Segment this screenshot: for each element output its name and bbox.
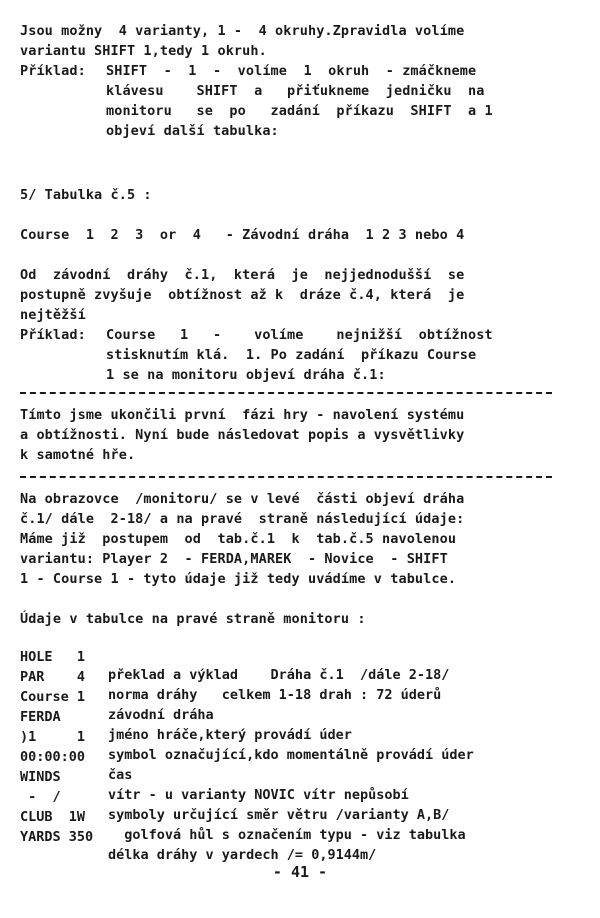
course-desc-line-2: postupně zvyšuje obtížnost až k dráze č.4, která je [20, 287, 465, 303]
example1-label: Příklad: [20, 63, 86, 79]
table-key: 00:00:00 [20, 749, 86, 765]
monitor-line-1: Na obrazovce /monitoru/ se v levé části objeví dráha [20, 491, 465, 507]
example1-line-2: klávesu SHIFT a přiťukneme jedničku na [106, 83, 485, 99]
phase-line-2: a obtížnosti. Nyní bude následovat popis a vysvětlivky [20, 427, 465, 443]
intro-line-2: variantu SHIFT 1,tedy 1 okruh. [20, 43, 267, 59]
course-line: Course 1 2 3 or 4 - Závodní dráha 1 2 3 nebo 4 [20, 227, 465, 243]
table-value: závodní dráha [108, 707, 214, 723]
phase-line-3: k samotné hře. [20, 447, 136, 463]
dashed-divider-2 [20, 476, 552, 478]
table-key: WINDS [20, 769, 61, 785]
section-title: 5/ Tabulka č.5 : [20, 187, 152, 203]
table-key: HOLE 1 [20, 649, 86, 665]
phase-line-1: Tímto jsme ukončili první fázi hry - navolení systému [20, 407, 465, 423]
table-value: překlad a výklad Dráha č.1 /dále 2-18/ [108, 667, 450, 683]
table-value: délka dráhy v yardech /= 0,9144m/ [108, 847, 377, 863]
dashed-divider-1 [20, 392, 552, 394]
table-key: FERDA [20, 709, 61, 725]
table-value: golfová hůl s označením typu - viz tabulka [108, 827, 466, 843]
page-number: - 41 - [272, 863, 328, 881]
example2-line-3: 1 se na monitoru objeví dráha č.1: [106, 367, 386, 383]
example2-label: Příklad: [20, 327, 86, 343]
table-value: vítr - u varianty NOVIC vítr nepůsobí [108, 787, 409, 803]
table-key: YARDS 350 [20, 829, 94, 845]
monitor-line-5: 1 - Course 1 - tyto údaje již tedy uvádíme v tabulce. [20, 571, 457, 587]
table-key: )1 1 [20, 729, 86, 745]
monitor-line-3: Máme již postupem od tab.č.1 k tab.č.5 navolenou [20, 531, 457, 547]
monitor-line-2: č.1/ dále 2-18/ a na pravé straně následující údaje: [20, 511, 465, 527]
table-value: čas [108, 767, 133, 783]
course-desc-line-3: nejtěžší [20, 307, 86, 323]
table-heading: Údaje v tabulce na pravé straně monitoru : [20, 611, 366, 627]
example2-line-1: Course 1 - volíme nejnižší obtížnost [106, 327, 493, 343]
table-value: norma dráhy celkem 1-18 drah : 72 úderů [108, 687, 442, 703]
example1-line-3: monitoru se po zadání příkazu SHIFT a 1 [106, 103, 493, 119]
intro-line-1: Jsou možny 4 varianty, 1 - 4 okruhy.Zpravidla volíme [20, 23, 465, 39]
monitor-line-4: variantu: Player 2 - FERDA,MAREK - Novice - SHIFT [20, 551, 448, 567]
example1-line-1: SHIFT - 1 - volíme 1 okruh - zmáčkneme [106, 63, 477, 79]
example1-line-4: objeví další tabulka: [106, 123, 279, 139]
table-value: symboly určující směr větru /varianty A,B/ [108, 807, 450, 823]
table-key: - / [20, 789, 61, 805]
table-value: symbol označující,kdo momentálně provádí úder [108, 747, 474, 763]
table-value: jméno hráče,který provádí úder [108, 727, 352, 743]
table-key: CLUB 1W [20, 809, 86, 825]
table-key: Course 1 [20, 689, 86, 705]
example2-line-2: stisknutím klá. 1. Po zadání příkazu Course [106, 347, 477, 363]
course-desc-line-1: Od závodní dráhy č.1, která je nejjednodušší se [20, 267, 465, 283]
table-key: PAR 4 [20, 669, 86, 685]
